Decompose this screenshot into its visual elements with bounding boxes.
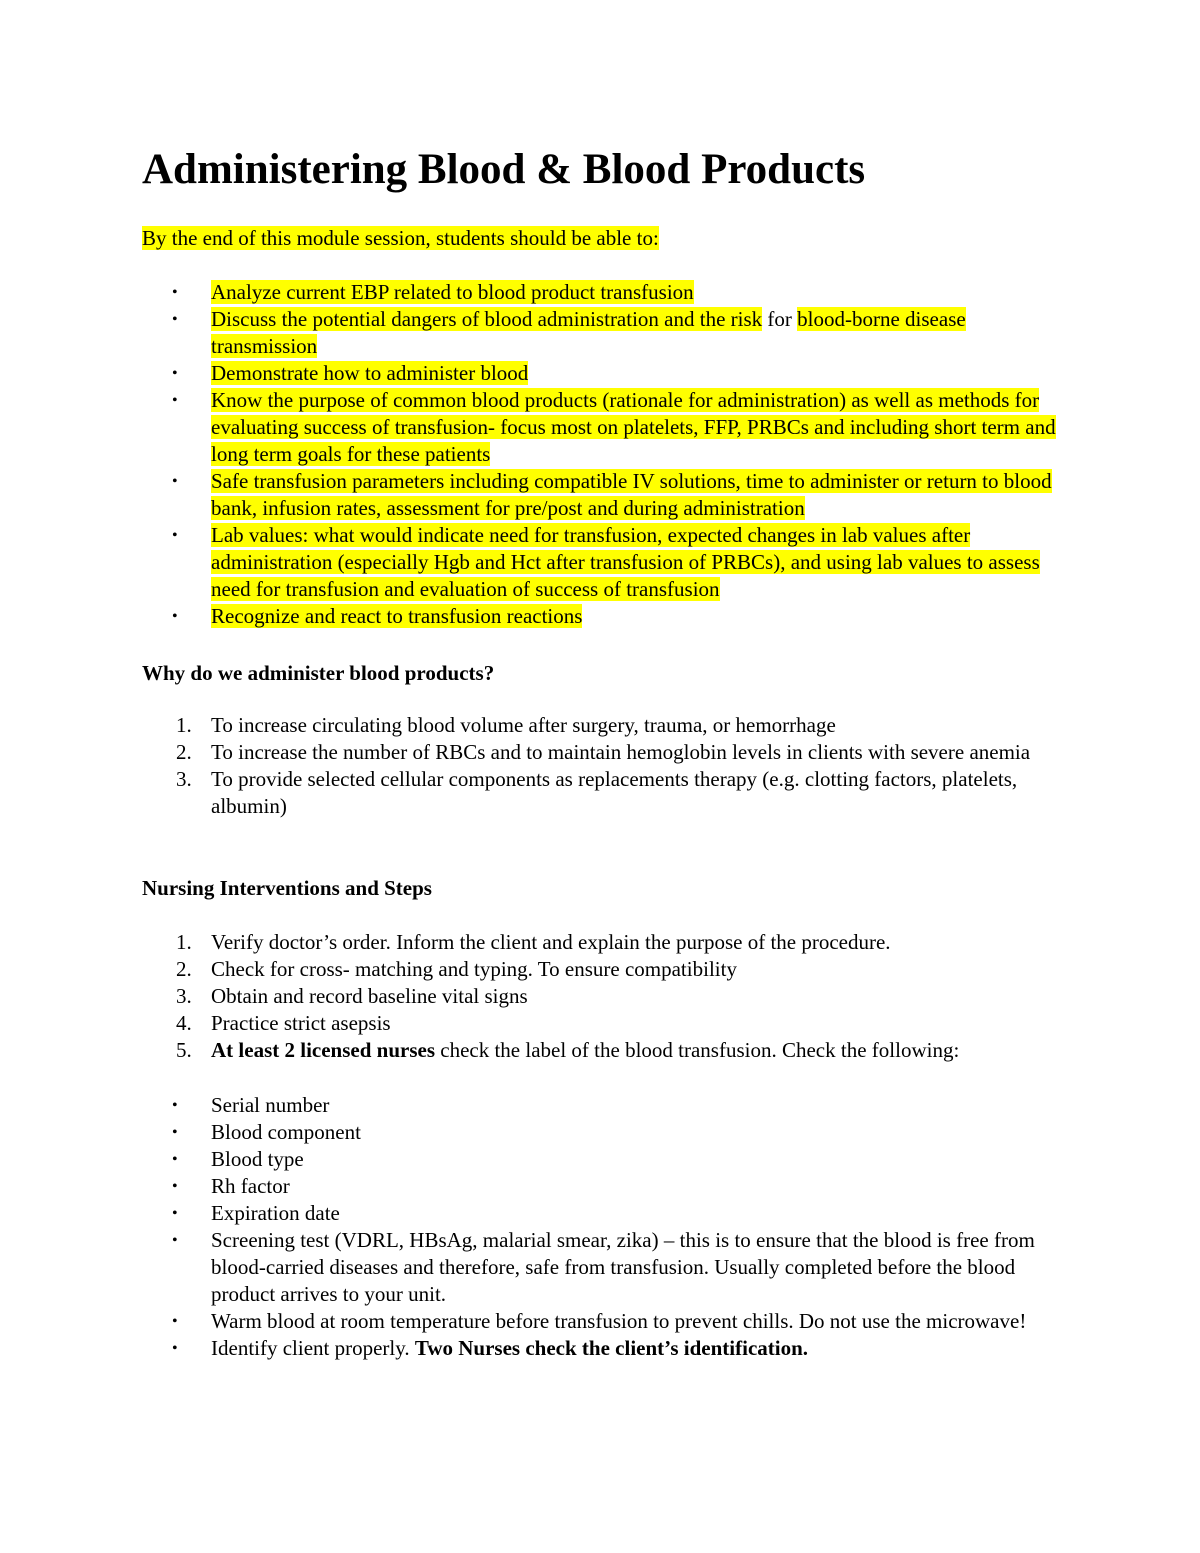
- item-number: 1.: [176, 930, 192, 954]
- bullet-icon: •: [172, 1205, 178, 1222]
- step-item: [142, 956, 1072, 983]
- objective-item: [142, 279, 1072, 306]
- item-number: 5.: [176, 1038, 192, 1062]
- intro-text: [142, 225, 659, 252]
- bullet-icon: •: [172, 1151, 178, 1168]
- bullet-icon: •: [172, 1124, 178, 1141]
- bullet-icon: •: [172, 608, 178, 625]
- objective-text: Analyze current EBP related to blood product transfusion: [211, 280, 694, 304]
- bullet-icon: •: [172, 365, 178, 382]
- objective-item: [142, 522, 1072, 603]
- why-item-text: To provide selected cellular components as replacements therapy (e.g. clotting factors, platelets, albumin): [211, 767, 1018, 818]
- why-item: [142, 712, 1072, 739]
- objective-item: [142, 468, 1072, 522]
- why-item-text: To increase circulating blood volume after surgery, trauma, or hemorrhage: [211, 713, 836, 737]
- why-item-text: To increase the number of RBCs and to maintain hemoglobin levels in clients with severe anemia: [211, 740, 1031, 764]
- step-text: Verify doctor’s order. Inform the client and explain the purpose of the procedure.: [211, 930, 891, 954]
- bullet-icon: •: [172, 1232, 178, 1249]
- bullet-icon: •: [172, 284, 178, 301]
- step-bold-text: At least 2 licensed nurses: [211, 1038, 435, 1062]
- objective-item: [142, 387, 1072, 468]
- objective-item: [142, 306, 1072, 360]
- item-number: 1.: [176, 713, 192, 737]
- check-item: [142, 1200, 1072, 1227]
- bullet-icon: •: [172, 1340, 178, 1357]
- checks-list: [142, 1092, 1072, 1362]
- steps-list: [142, 929, 1072, 1064]
- objective-text: Know the purpose of common blood products (rationale for administration) as well as methods for evaluating success of transfusion- focus most on platelets, FFP, PRBCs and including short term and long term goals for these patients: [211, 388, 1056, 466]
- why-list: [142, 712, 1072, 820]
- check-item: [142, 1335, 1072, 1362]
- check-text: Serial number: [211, 1093, 330, 1117]
- item-number: 3.: [176, 767, 192, 791]
- step-text: Check for cross- matching and typing. To ensure compatibility: [211, 957, 737, 981]
- step-text: check the label of the blood transfusion. Check the following:: [435, 1038, 960, 1062]
- objective-text-unhighlighted: for: [767, 307, 792, 331]
- check-text: Rh factor: [211, 1174, 290, 1198]
- step-item: [142, 1010, 1072, 1037]
- check-item: [142, 1308, 1072, 1335]
- nursing-heading: Nursing Interventions and Steps: [142, 876, 432, 900]
- bullet-icon: •: [172, 473, 178, 490]
- step-text: Obtain and record baseline vital signs: [211, 984, 528, 1008]
- objective-item: [142, 603, 1072, 630]
- objective-text: Lab values: what would indicate need for transfusion, expected changes in lab values after administration (especially Hgb and Hct after transfusion of PRBCs), and using lab values to assess need for transfusion and evaluation of success of transfusion: [211, 523, 1040, 601]
- check-text: Blood type: [211, 1147, 304, 1171]
- check-item: [142, 1119, 1072, 1146]
- check-item: [142, 1173, 1072, 1200]
- item-number: 2.: [176, 957, 192, 981]
- why-item: [142, 739, 1072, 766]
- check-item: [142, 1092, 1072, 1119]
- bullet-icon: •: [172, 1313, 178, 1330]
- intro-highlight: By the end of this module session, students should be able to:: [142, 226, 659, 250]
- item-number: 3.: [176, 984, 192, 1008]
- check-text: Identify client properly.: [211, 1336, 415, 1360]
- item-number: 4.: [176, 1011, 192, 1035]
- objective-text: blood-borne disease transmission: [211, 307, 966, 358]
- bullet-icon: •: [172, 311, 178, 328]
- objective-text: Safe transfusion parameters including compatible IV solutions, time to administer or return to blood bank, infusion rates, assessment for pre/post and during administration: [211, 469, 1052, 520]
- objectives-list: [142, 279, 1072, 630]
- step-text: Practice strict asepsis: [211, 1011, 391, 1035]
- bullet-icon: •: [172, 392, 178, 409]
- check-item: [142, 1146, 1072, 1173]
- check-text: Blood component: [211, 1120, 361, 1144]
- why-heading: Why do we administer blood products?: [142, 661, 495, 685]
- objective-item: [142, 360, 1072, 387]
- check-text: Warm blood at room temperature before transfusion to prevent chills. Do not use the microwave!: [211, 1309, 1027, 1333]
- step-item: [142, 929, 1072, 956]
- page-title: Administering Blood & Blood Products: [142, 146, 866, 193]
- step-item: [142, 1037, 1072, 1064]
- bullet-icon: •: [172, 1178, 178, 1195]
- objective-text: Discuss the potential dangers of blood administration and the risk: [211, 307, 763, 331]
- check-item: [142, 1227, 1072, 1308]
- bullet-icon: •: [172, 527, 178, 544]
- bullet-icon: •: [172, 1097, 178, 1114]
- why-item: [142, 766, 1072, 820]
- check-text: Screening test (VDRL, HBsAg, malarial smear, zika) – this is to ensure that the blood is free from blood-carried diseases and therefore, safe from transfusion. Usually completed before the blood product arrives to your unit.: [211, 1228, 1035, 1306]
- step-item: [142, 983, 1072, 1010]
- objective-text: Recognize and react to transfusion reactions: [211, 604, 583, 628]
- check-text: Expiration date: [211, 1201, 340, 1225]
- objective-text: Demonstrate how to administer blood: [211, 361, 529, 385]
- check-bold-text: Two Nurses check the client’s identification.: [414, 1336, 809, 1360]
- item-number: 2.: [176, 740, 192, 764]
